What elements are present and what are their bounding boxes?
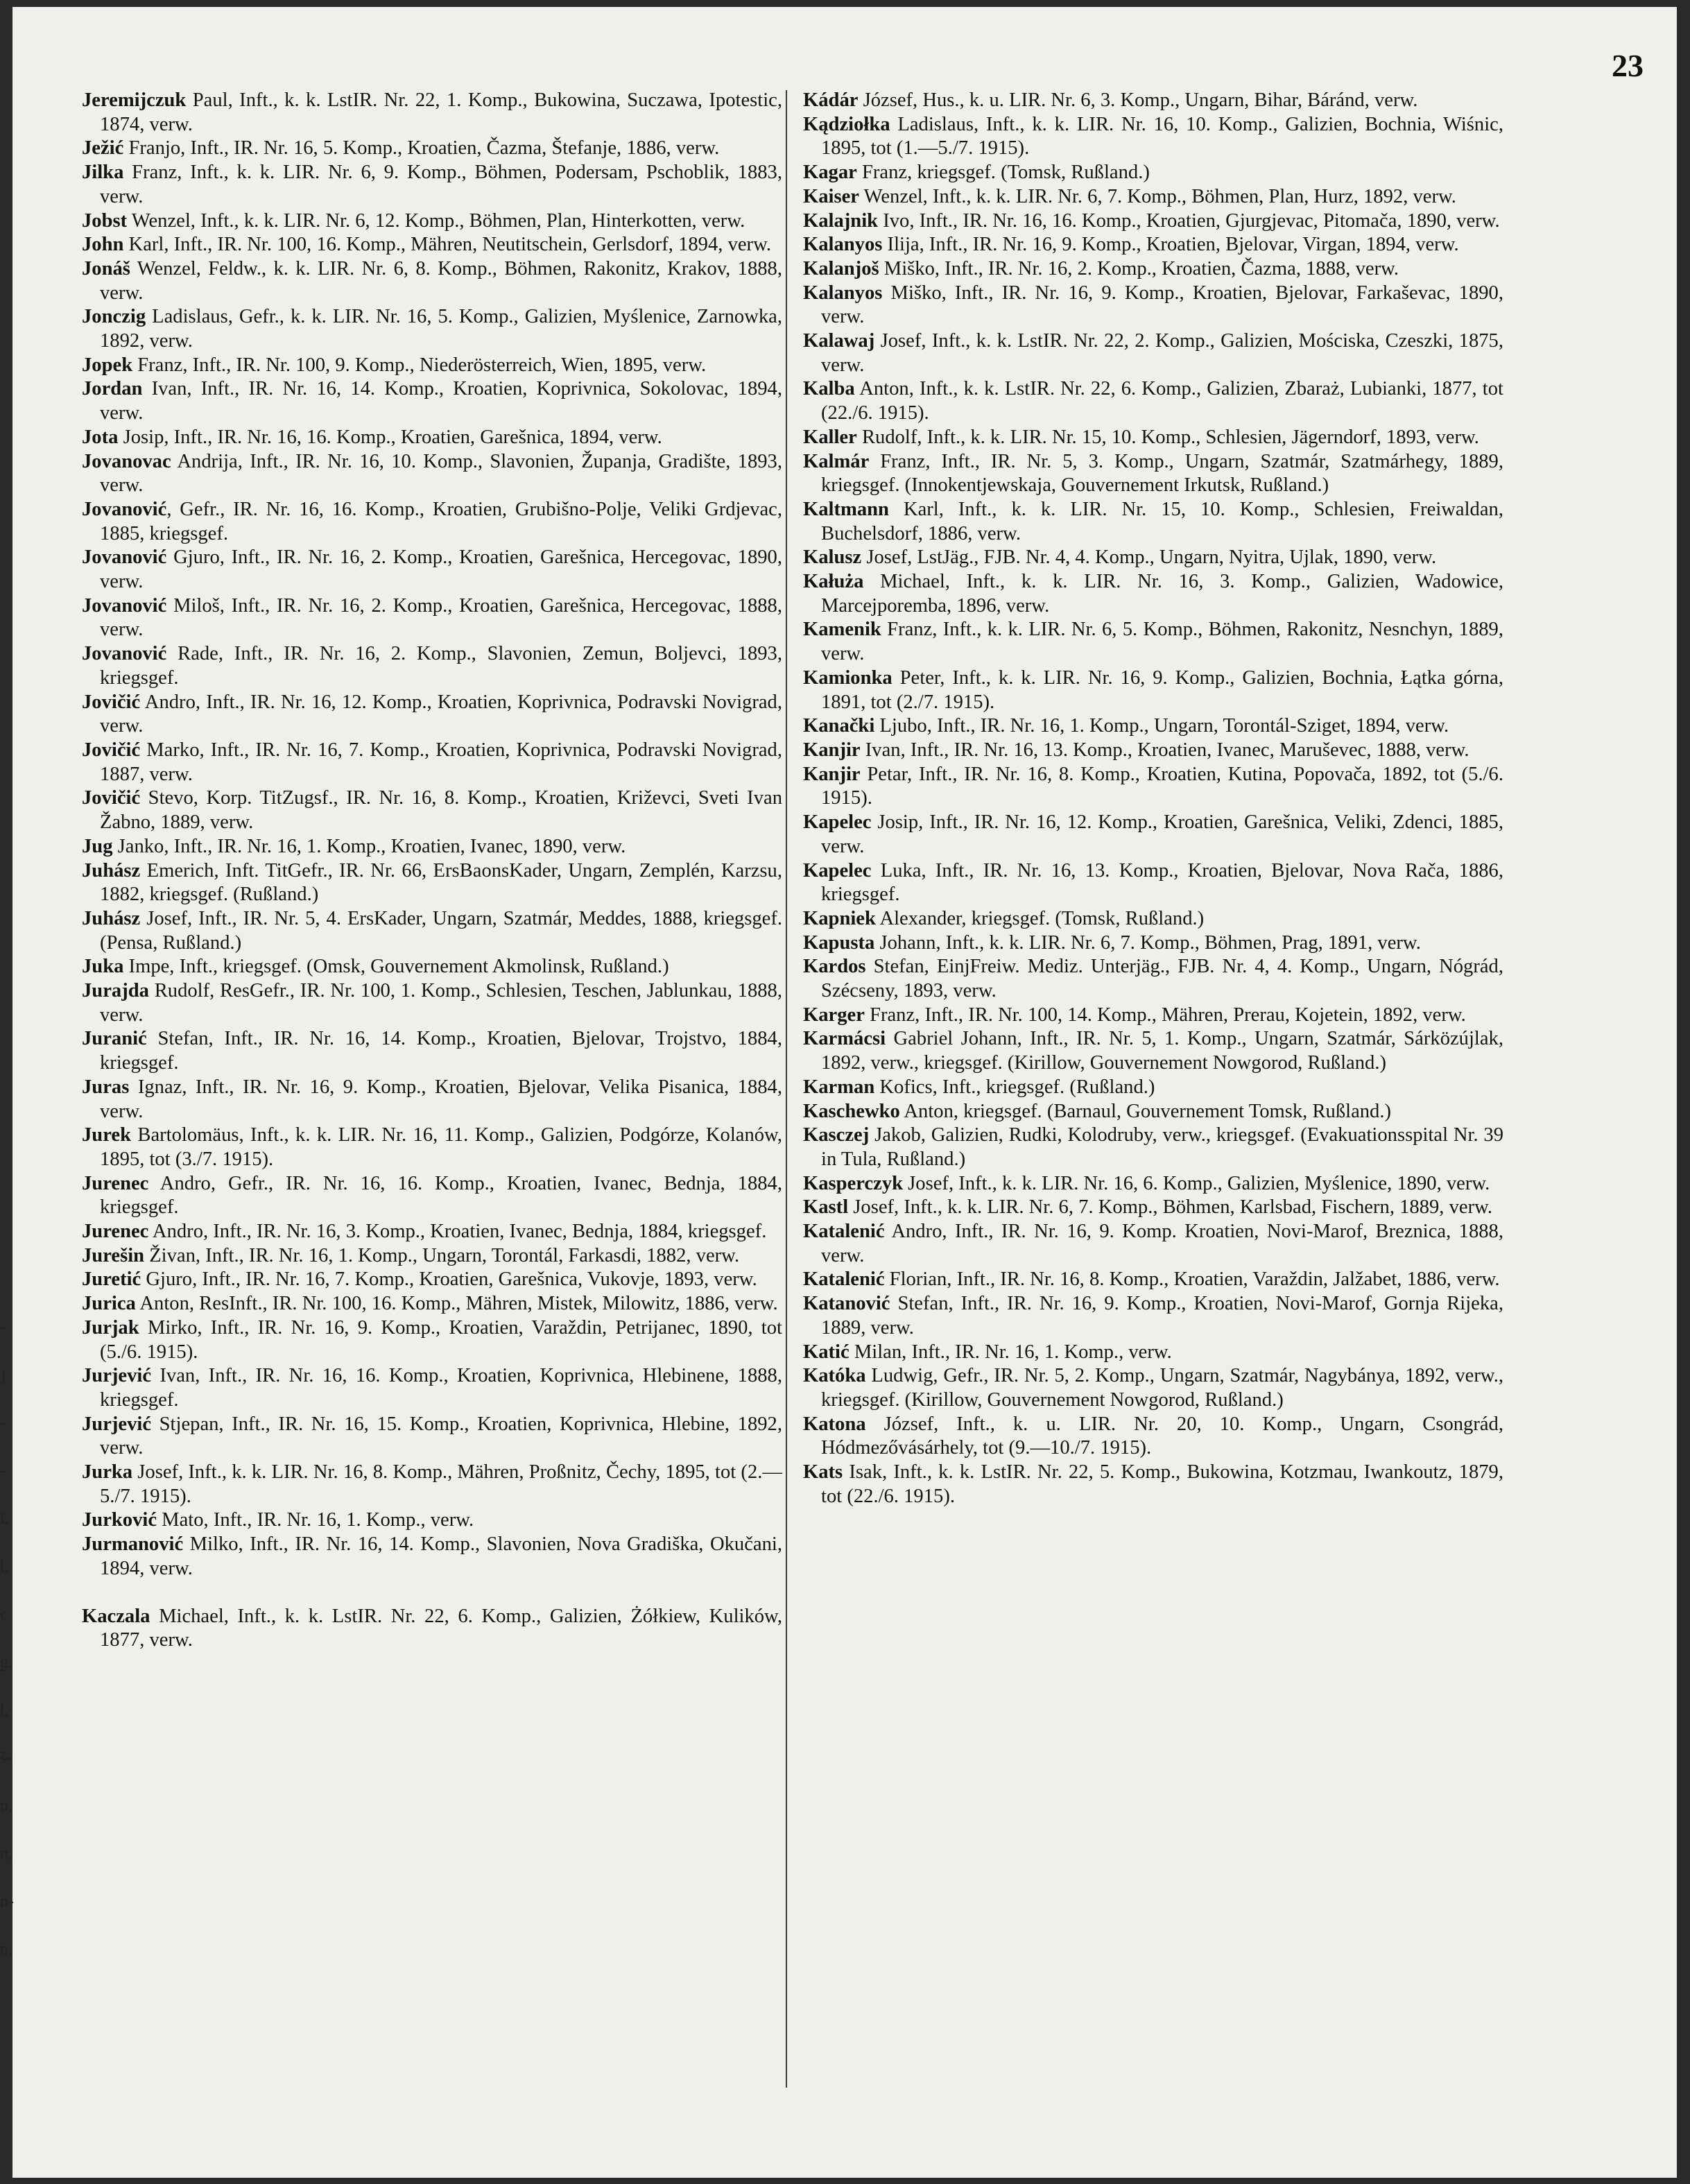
entry-surname: Juhász [82,907,141,929]
entry-details: Andro, Inft., IR. Nr. 16, 9. Komp. Kroatien, Novi-Marof, Breznica, 1888, verw. [821,1221,1503,1266]
entry-surname: Karger [803,1004,865,1026]
entry-details: Stjepan, Inft., IR. Nr. 16, 15. Komp., Kroatien, Koprivnica, Hlebine, 1892, verw. [100,1413,782,1459]
entry-details: Luka, Inft., IR. Nr. 16, 13. Komp., Kroatien, Bjelovar, Nova Rača, 1886, kriegsgef. [821,859,1503,906]
entry-surname: Jovanovac [82,450,171,472]
entry-details: Stefan, EinjFreiw. Mediz. Unterjäg., FJB. Nr. 4, 4. Komp., Ungarn, Nógrád, Szécseny, 1893, verw. [821,956,1503,1002]
entry-surname: Jurmanović [82,1533,184,1556]
entry-details: Impe, Inft., kriegsgef. (Omsk, Gouvernement Akmolinsk, Rußland.) [123,956,669,978]
entry-surname: Kamenik [803,619,881,641]
list-entry [82,137,782,161]
list-entry [803,667,1503,714]
list-entry [82,786,782,834]
entry-details: Gjuro, Inft., IR. Nr. 16, 7. Komp., Kroatien, Garešnica, Vukovje, 1893, verw. [141,1269,757,1291]
list-entry [803,1341,1503,1365]
entry-details: Franz, Inft., IR. Nr. 100, 14. Komp., Mähren, Prerau, Kojetein, 1892, verw. [864,1004,1466,1026]
list-entry [803,618,1503,666]
entry-details: Josef, Inft., k. k. LIR. Nr. 16, 6. Komp., Galizien, Myślenice, 1890, verw. [903,1172,1490,1194]
list-entry [82,1076,782,1124]
list-entry [82,1172,782,1220]
entry-details: Gjuro, Inft., IR. Nr. 16, 2. Komp., Kroatien, Garešnica, Hercegovac, 1890, verw. [100,547,782,593]
entry-surname: Jovanović [82,594,167,617]
entry-surname: Jovanović [82,498,167,520]
entry-surname: Kalawaj [803,330,875,352]
list-entry [82,426,782,450]
list-entry [803,209,1503,234]
edge-fragment: n- [0,1893,14,1911]
list-entry [803,185,1503,209]
entry-surname: Karman [803,1076,875,1098]
entry-surname: Kalanjoš [803,257,879,280]
list-entry [82,257,782,305]
list-entry [803,1172,1503,1196]
entry-details: Petar, Inft., IR. Nr. 16, 8. Komp., Kroatien, Kutina, Popovača, 1892, tot (5./6. 1915). [821,763,1503,809]
edge-fragment: g, [0,1653,12,1671]
list-entry [803,811,1503,859]
entry-surname: Kaltmann [803,498,889,520]
edge-fragment: l, [0,1701,9,1719]
edge-fragment: c [0,1606,8,1624]
entry-surname: Katona [803,1413,866,1435]
entry-details: Johann, Inft., k. k. LIR. Nr. 6, 7. Komp., Böhmen, Prag, 1891, verw. [874,931,1421,954]
entry-surname: Jug [82,835,113,857]
entry-surname: Kasczej [803,1124,870,1146]
entry-surname: Katóka [803,1365,866,1387]
entry-details: Živan, Inft., IR. Nr. 16, 1. Komp., Ungarn, Torontál, Farkasdi, 1882, verw. [144,1244,740,1266]
entry-surname: Kalusz [803,547,862,569]
entry-details: Josef, LstJäg., FJB. Nr. 4, 4. Komp., Ungarn, Nyitra, Ujlak, 1890, verw. [861,547,1437,569]
entry-surname: Kalajnik [803,209,879,232]
entry-surname: Kamionka [803,667,893,689]
entry-surname: Jurković [82,1509,157,1531]
list-entry [82,1461,782,1508]
entry-surname: Kapniek [803,907,876,929]
entry-surname: Katalenić [803,1221,885,1243]
entry-surname: Juranić [82,1028,147,1050]
page-number: 23 [1612,48,1644,83]
list-entry [82,907,782,955]
entry-details: Stefan, Inft., IR. Nr. 16, 9. Komp., Kroatien, Novi-Marof, Gornja Rijeka, 1889, verw. [821,1293,1503,1339]
list-entry [82,305,782,353]
entry-details: Anton, kriegsgef. (Barnaul, Gouvernement Tomsk, Rußland.) [899,1100,1392,1122]
entry-surname: Kats [803,1461,843,1484]
entry-details: Josef, Inft., k. k. LIR. Nr. 6, 7. Komp., Böhmen, Karlsbad, Fischern, 1889, verw. [848,1196,1493,1219]
entry-surname: Jurajda [82,980,149,1002]
entry-surname: Jovičić [82,691,141,713]
list-entry [803,739,1503,763]
entry-surname: Jobst [82,209,128,232]
entry-details: , Gefr., IR. Nr. 16, 16. Komp., Kroatien, Grubišno-Polje, Veliki Grdjevac, 1885, kriegsgef. [100,498,782,544]
list-entry [803,377,1503,425]
entry-details: Ivan, Inft., IR. Nr. 16, 14. Komp., Kroatien, Koprivnica, Sokolovac, 1894, verw. [100,378,782,424]
entry-surname: Jordan [82,378,143,400]
entry-details: Emerich, Inft. TitGefr., IR. Nr. 66, ErsBaonsKader, Ungarn, Zemplén, Karzsu, 1882, kriegsgef. (Rußland.) [100,859,782,906]
entry-details: Ivan, Inft., IR. Nr. 16, 13. Komp., Kroatien, Ivanec, Maruševec, 1888, verw. [860,739,1469,761]
entry-details: Rudolf, Inft., k. k. LIR. Nr. 15, 10. Komp., Schlesien, Jägerndorf, 1893, verw. [856,426,1479,448]
entry-surname: Jurica [82,1293,136,1315]
list-entry [82,691,782,739]
entry-details: Ladislaus, Gefr., k. k. LIR. Nr. 16, 5. Komp., Galizien, Myślenice, Zarnowka, 1892, verw. [100,306,782,352]
entry-details: Anton, ResInft., IR. Nr. 100, 16. Komp., Mähren, Mistek, Milowitz, 1886, verw. [135,1293,778,1315]
list-entry [803,1100,1503,1124]
entry-surname: Kastl [803,1196,849,1219]
column-divider [786,90,787,2088]
entry-details: Milko, Inft., IR. Nr. 16, 14. Komp., Slavonien, Nova Gradiška, Okučani, 1894, verw. [100,1533,782,1579]
entry-surname: Katić [803,1341,850,1363]
entry-details: Isak, Inft., k. k. LstIR. Nr. 22, 5. Komp., Bukowina, Kotzmau, Iwankoutz, 1879, tot (22./6. 1915). [821,1461,1503,1507]
list-entry [82,859,782,907]
list-entry [803,498,1503,546]
list-entry [82,89,782,137]
list-entry [803,931,1503,956]
entry-details: Miloš, Inft., IR. Nr. 16, 2. Komp., Kroatien, Garešnica, Hercegovac, 1888, verw. [100,594,782,641]
entry-details: Ignaz, Inft., IR. Nr. 16, 9. Komp., Kroatien, Bjelovar, Velika Pisanica, 1884, verw. [100,1076,782,1122]
entry-surname: Jopek [82,354,133,376]
entry-details: Mirko, Inft., IR. Nr. 16, 9. Komp., Kroatien, Varaždin, Petrijanec, 1890, tot (5./6. 1915). [100,1316,782,1363]
entry-details: Franz, Inft., IR. Nr. 5, 3. Komp., Ungarn, Szatmár, Szatmárhegy, 1889, kriegsgef. (Innokentjewskaja, Gouvernement Irkutsk, Rußland.) [821,450,1503,497]
entry-details: Franjo, Inft., IR. Nr. 16, 5. Komp., Kroatien, Čazma, Štefanje, 1886, verw. [123,137,720,160]
entry-details: Miško, Inft., IR. Nr. 16, 2. Komp., Kroatien, Čazma, 1888, verw. [879,257,1399,280]
entry-surname: Jeremijczuk [82,89,187,111]
entry-details: Wenzel, Feldw., k. k. LIR. Nr. 6, 8. Komp., Böhmen, Rakonitz, Krakov, 1888, verw. [100,257,782,304]
list-entry [803,1076,1503,1100]
entry-surname: Kałuża [803,571,864,593]
list-entry [82,979,782,1027]
entry-surname: Katanović [803,1293,890,1315]
list-entry [82,1220,782,1244]
entry-details: Kofics, Inft., kriegsgef. (Rußland.) [874,1076,1155,1098]
entry-details: Franz, Inft., k. k. LIR. Nr. 6, 9. Komp., Böhmen, Podersam, Pschoblik, 1883, verw. [100,162,782,207]
entry-details: Gabriel Johann, Inft., IR. Nr. 5, 1. Komp., Ungarn, Szatmár, Sárközújlak, 1892, verw., kriegsgef. (Kirillow, Gouvernement Nowgorod, Rußland.) [821,1028,1503,1074]
entry-surname: Kaller [803,426,857,448]
list-entry [82,739,782,786]
entry-surname: Jurenec [82,1172,149,1194]
entry-surname: Kádár [803,89,859,111]
entry-surname: Jurjević [82,1365,152,1387]
entry-details: Peter, Inft., k. k. LIR. Nr. 16, 9. Komp., Galizien, Bochnia, Łątka górna, 1891, tot (2./7. 1915). [821,667,1503,713]
list-entry [803,859,1503,907]
entry-details: Josef, Inft., k. k. LIR. Nr. 16, 8. Komp., Mähren, Proßnitz, Čechy, 1895, tot (2.—5./7. 1915). [100,1461,782,1507]
entry-details: Josip, Inft., IR. Nr. 16, 12. Komp., Kroatien, Garešnica, Veliki, Zdenci, 1885, verw. [821,811,1503,857]
entry-surname: Jovičić [82,739,141,761]
edge-fragment: - [0,1462,6,1480]
right-column [803,89,1503,1508]
list-entry [82,1316,782,1364]
entry-details: Franz, Inft., k. k. LIR. Nr. 6, 5. Komp., Böhmen, Rakonitz, Nesnchyn, 1889, verw. [821,619,1503,665]
entry-surname: Kanački [803,715,875,737]
entry-surname: Juretić [82,1269,141,1291]
list-entry [803,907,1503,931]
entry-details: Ljubo, Inft., IR. Nr. 16, 1. Komp., Ungarn, Torontál-Sziget, 1894, verw. [874,715,1449,737]
entry-details: Ilija, Inft., IR. Nr. 16, 9. Komp., Kroatien, Bjelovar, Virgan, 1894, verw. [882,234,1459,256]
edge-fragment: ) [0,1366,6,1384]
list-entry [82,1533,782,1581]
edge-fragment: š- [0,1749,12,1767]
entry-surname: Kalanyos [803,282,883,304]
list-entry [803,233,1503,257]
list-entry [803,1461,1503,1508]
list-entry [803,426,1503,450]
entry-surname: Kaiser [803,185,859,207]
entry-surname: Ježić [82,137,124,160]
edge-fragment: n, [0,1797,12,1815]
entry-details: Mato, Inft., IR. Nr. 16, 1. Komp., verw. [157,1509,474,1531]
list-entry [803,1268,1503,1292]
list-entry [82,1413,782,1461]
entry-details: Rade, Inft., IR. Nr. 16, 2. Komp., Slavonien, Zemun, Boljevci, 1893, kriegsgef. [100,643,782,689]
entry-details: Janko, Inft., IR. Nr. 16, 1. Komp., Kroatien, Ivanec, 1890, verw. [112,835,626,857]
entry-details: Josef, Inft., k. k. LstIR. Nr. 22, 2. Komp., Galizien, Mościska, Czeszki, 1875, verw. [821,330,1503,376]
edge-fragment: n, [0,1941,12,1959]
list-entry [803,113,1503,161]
entry-surname: Jonczig [82,306,146,328]
entry-details: Alexander, kriegsgef. (Tomsk, Rußland.) [875,907,1205,929]
list-entry [82,450,782,498]
entry-surname: Kapusta [803,931,875,954]
entry-surname: Kalanyos [803,234,883,256]
list-entry [803,282,1503,329]
edge-fragment: - [0,1318,6,1336]
entry-surname: Juras [82,1076,130,1098]
entry-details: Paul, Inft., k. k. LstIR. Nr. 22, 1. Komp., Bukowina, Suczawa, Ipotestic, 1874, verw. [100,89,782,135]
entry-details: Franz, Inft., IR. Nr. 100, 9. Komp., Niederösterreich, Wien, 1895, verw. [132,354,707,376]
entry-surname: Katalenić [803,1269,885,1291]
entry-surname: Juka [82,956,124,978]
entry-details: Stefan, Inft., IR. Nr. 16, 14. Komp., Kroatien, Bjelovar, Trojstvo, 1884, kriegsgef. [100,1028,782,1074]
list-entry [803,161,1503,185]
list-entry [803,1196,1503,1220]
entry-surname: John [82,234,124,256]
list-entry [803,1004,1503,1028]
list-entry [803,1027,1503,1075]
list-entry [803,89,1503,113]
entry-details: Karl, Inft., IR. Nr. 100, 16. Komp., Mähren, Neutitschein, Gerlsdorf, 1894, verw. [123,234,772,256]
list-entry [82,1124,782,1171]
entry-details: Karl, Inft., k. k. LIR. Nr. 15, 10. Komp., Schlesien, Freiwaldan, Buchelsdorf, 1886, verw. [821,498,1503,544]
entry-details: Anton, Inft., k. k. LstIR. Nr. 22, 6. Komp., Galizien, Zbaraż, Lubianki, 1877, tot (22./6. 1915). [821,378,1503,424]
list-entry [82,233,782,257]
list-entry [803,1124,1503,1171]
entry-details: Michael, Inft., k. k. LIR. Nr. 16, 3. Komp., Galizien, Wadowice, Marcejporemba, 1896, verw. [821,571,1503,617]
entry-details: Michael, Inft., k. k. LstIR. Nr. 22, 6. Komp., Galizien, Żółkiew, Kulików, 1877, verw. [100,1605,782,1651]
entry-surname: Jovičić [82,787,141,809]
entry-surname: Jurjak [82,1316,139,1339]
list-entry [82,1508,782,1533]
list-entry [82,594,782,642]
list-entry [803,570,1503,618]
list-entry [82,354,782,378]
list-entry [82,642,782,690]
entry-details: Josip, Inft., IR. Nr. 16, 16. Komp., Kroatien, Garešnica, 1894, verw. [118,426,662,448]
entry-details: Andro, Inft., IR. Nr. 16, 3. Komp., Kroatien, Ivanec, Bednja, 1884, kriegsgef. [148,1221,767,1243]
entry-details: Bartolomäus, Inft., k. k. LIR. Nr. 16, 11. Komp., Galizien, Podgórze, Kolanów, 1895, tot (3./7. 1915). [100,1124,782,1170]
entry-details: Jakob, Galizien, Rudki, Kolodruby, verw., kriegsgef. (Evakuationsspital Nr. 39 in Tula, Rußland.) [821,1124,1503,1170]
entry-details: Ivan, Inft., IR. Nr. 16, 16. Komp., Kroatien, Koprivnica, Hlebinene, 1888, kriegsgef. [100,1365,782,1411]
edge-fragment: n, [0,1845,12,1863]
entry-surname: Jurek [82,1124,131,1146]
entry-surname: Kalmár [803,450,870,472]
list-entry [803,329,1503,377]
left-column [82,89,782,1653]
entry-details: Wenzel, Inft., k. k. LIR. Nr. 6, 7. Komp., Böhmen, Plan, Hurz, 1892, verw. [859,185,1456,207]
entry-surname: Jilka [82,162,124,184]
entry-details: Milan, Inft., IR. Nr. 16, 1. Komp., verw. [849,1341,1172,1363]
list-entry [82,835,782,859]
list-entry [803,1220,1503,1268]
entry-surname: Kanjir [803,739,861,761]
entry-surname: Jurenec [82,1221,149,1243]
entry-surname: Kapelec [803,811,872,834]
entry-details: Andro, Gefr., IR. Nr. 16, 16. Komp., Kroatien, Ivanec, Bednja, 1884, kriegsgef. [100,1172,782,1219]
entry-details: Wenzel, Inft., k. k. LIR. Nr. 6, 12. Komp., Böhmen, Plan, Hinterkotten, verw. [127,209,745,232]
list-entry [82,955,782,979]
entry-details: Miško, Inft., IR. Nr. 16, 9. Komp., Kroatien, Bjelovar, Farkaševac, 1890, verw. [821,282,1503,328]
list-entry [803,1364,1503,1412]
entry-details: Rudolf, ResGefr., IR. Nr. 100, 1. Komp., Schlesien, Teschen, Jablunkau, 1888, verw. [100,980,782,1026]
entry-details: Josef, Inft., IR. Nr. 5, 4. ErsKader, Ungarn, Szatmár, Meddes, 1888, kriegsgef. (Pensa, Rußland.) [100,907,782,954]
entry-details: Stevo, Korp. TitZugsf., IR. Nr. 16, 8. Komp., Kroatien, Križevci, Sveti Ivan Žabno, 1889, verw. [100,787,782,834]
list-entry [82,1605,782,1653]
entry-details: Andrija, Inft., IR. Nr. 16, 10. Komp., Slavonien, Županja, Gradište, 1893, verw. [100,450,782,497]
list-entry [82,546,782,594]
entry-surname: Kądziołka [803,113,890,135]
entry-surname: Kalba [803,378,855,400]
entry-surname: Jonáš [82,257,130,280]
list-entry [82,161,782,209]
entry-surname: Kaczala [82,1605,150,1627]
entry-surname: Kaschewko [803,1100,900,1122]
list-entry [803,714,1503,739]
entry-surname: Jovanović [82,547,167,569]
list-entry [82,377,782,425]
entry-details: Marko, Inft., IR. Nr. 16, 7. Komp., Kroatien, Koprivnica, Podravski Novigrad, 1887, verw. [100,739,782,785]
entry-surname: Juhász [82,859,141,882]
entry-details: Ludwig, Gefr., IR. Nr. 5, 2. Komp., Ungarn, Szatmár, Nagybánya, 1892, verw., kriegsgef. (Kirillow, Gouvernement Nowgorod, Rußland.) [821,1365,1503,1411]
entry-details: József, Inft., k. u. LIR. Nr. 20, 10. Komp., Ungarn, Csongrád, Hódmezővásárhely, tot (9.—10./7. 1915). [821,1413,1503,1459]
entry-details: Florian, Inft., IR. Nr. 16, 8. Komp., Kroatien, Varaždin, Jalžabet, 1886, verw. [884,1269,1500,1291]
list-entry [803,763,1503,811]
entry-surname: Karmácsi [803,1028,886,1050]
list-entry [803,1413,1503,1461]
page [12,7,1677,2178]
list-entry [803,1292,1503,1340]
entry-surname: Kapelec [803,859,872,882]
entry-details: Franz, kriegsgef. (Tomsk, Rußland.) [856,162,1150,184]
entry-details: Ivo, Inft., IR. Nr. 16, 16. Komp., Kroatien, Gjurgjevac, Pitomača, 1890, verw. [878,209,1500,232]
list-entry [82,1364,782,1412]
entry-details: Ladislaus, Inft., k. k. LIR. Nr. 16, 10. Komp., Galizien, Bochnia, Wiśnic, 1895, tot (1.—5./7. 1915). [821,113,1503,160]
list-entry [82,1268,782,1292]
list-entry [803,257,1503,282]
entry-details: József, Hus., k. u. LIR. Nr. 6, 3. Komp., Ungarn, Bihar, Báránd, verw. [858,89,1418,111]
list-entry [82,1292,782,1316]
list-entry [82,498,782,546]
edge-fragment: l, [0,1558,9,1576]
list-entry [803,450,1503,498]
list-entry [82,209,782,234]
left-edge-fragments [0,1304,14,1974]
entry-surname: Kanjir [803,763,861,785]
entry-details: Andro, Inft., IR. Nr. 16, 12. Komp., Kroatien, Koprivnica, Podravski Novigrad, verw. [100,691,782,737]
entry-surname: Jurjević [82,1413,152,1435]
entry-surname: Jovanović [82,643,167,665]
entry-surname: Kasperczyk [803,1172,904,1194]
entry-surname: Kagar [803,162,857,184]
list-entry [82,1244,782,1269]
edge-fragment: i, [0,1510,9,1528]
entry-surname: Jurešin [82,1244,145,1266]
list-entry [803,955,1503,1003]
list-entry [82,1027,782,1075]
entry-surname: Jurka [82,1461,133,1484]
entry-surname: Kardos [803,956,866,978]
list-entry [803,546,1503,570]
entry-surname: Jota [82,426,119,448]
edge-fragment: - [0,1414,6,1432]
